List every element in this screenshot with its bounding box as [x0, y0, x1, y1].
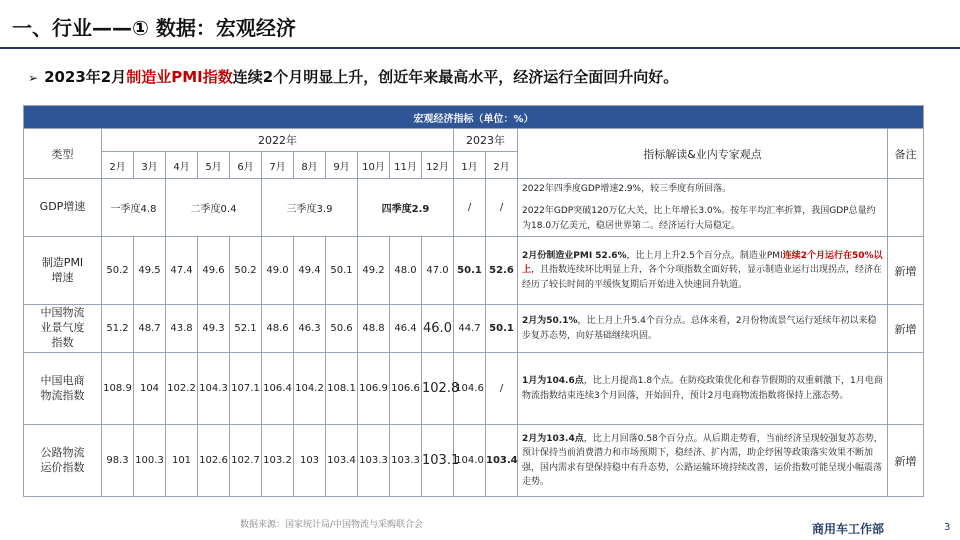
- logistics-value: 48.8: [358, 305, 390, 353]
- row-label-freight: [24, 425, 102, 497]
- pmi-note-lead: 2月份制造业PMI 52.6%: [522, 251, 627, 262]
- ecommerce-value: 104: [134, 353, 166, 425]
- logistics-value: 48.7: [134, 305, 166, 353]
- logistics-note-rest: ，比上月上升5.4个百分点。总体来看，2月份物流景气运行延续年初以来稳步复苏态势，向好基础继续巩固。: [522, 316, 877, 341]
- logistics-value: 50.6: [326, 305, 358, 353]
- month-header: 9月: [326, 152, 358, 179]
- logistics-value: 50.1: [486, 305, 518, 353]
- gdp-remark: [888, 179, 924, 237]
- month-header: 12月: [422, 152, 454, 179]
- ecommerce-value: 106.4: [262, 353, 294, 425]
- logistics-remark: 新增: [888, 305, 924, 353]
- ecommerce-note-rest: ，比上月提高1.8个点。在防疫政策优化和春节假期的双重刺激下，1月电商物流指数结束连续3个月回落，开始回升，预计2月电商物流指数将保持上涨态势。: [522, 376, 883, 401]
- pmi-value: 47.0: [422, 237, 454, 305]
- pmi-value: 50.2: [230, 237, 262, 305]
- headline-suffix: 连续2个月明显上升，创近年来最高水平，经济运行全面回升向好。: [232, 68, 679, 86]
- gdp-q3-cell: 三季度3.9: [262, 179, 358, 237]
- logistics-note-lead: 2月为50.1%: [522, 316, 578, 327]
- data-source-note: 数据来源：国家统计局/中国物流与采购联合会: [240, 520, 424, 530]
- ecommerce-value: 108.9: [102, 353, 134, 425]
- logistics-value: 51.2: [102, 305, 134, 353]
- gdp-feb-cell: /: [486, 179, 518, 237]
- ecommerce-value: 102.2: [166, 353, 198, 425]
- month-header: 2月: [486, 152, 518, 179]
- page-number: 3: [944, 522, 951, 533]
- table-row-pmi: [24, 237, 924, 305]
- department-label: 商用车工作部: [812, 522, 885, 536]
- logistics-commentary: [518, 305, 888, 353]
- gdp-commentary: [518, 179, 888, 237]
- freight-value: 98.3: [102, 425, 134, 497]
- pmi-value: 49.4: [294, 237, 326, 305]
- freight-value: 102.7: [230, 425, 262, 497]
- pmi-note-b: ，且指数连续环比明显上升，各个分项指数全面好转，显示制造业运行出现拐点，经济在经历了较长时间的平缓恢复期后开始进入快速回升轨道。: [522, 265, 883, 290]
- logistics-value: 48.6: [262, 305, 294, 353]
- headline-highlight: 制造业PMI指数: [126, 68, 233, 86]
- month-header: 7月: [262, 152, 294, 179]
- pmi-value: 50.2: [102, 237, 134, 305]
- logistics-value: 44.7: [454, 305, 486, 353]
- row-label-pmi: [24, 237, 102, 305]
- month-header: 6月: [230, 152, 262, 179]
- pmi-value: 49.5: [134, 237, 166, 305]
- logistics-value: 46.4: [390, 305, 422, 353]
- freight-value: 102.6: [198, 425, 230, 497]
- table-row-ecommerce: [24, 353, 924, 425]
- pmi-note-a: ，比上月上升2.5个百分点。制造业PMI: [626, 251, 783, 262]
- logistics-value: 46.0: [422, 305, 454, 353]
- freight-remark: 新增: [888, 425, 924, 497]
- freight-value: 101: [166, 425, 198, 497]
- ecommerce-value: 108.1: [326, 353, 358, 425]
- remark-header: 备注: [888, 129, 924, 179]
- ecommerce-value: 102.8: [422, 353, 454, 425]
- table-row-gdp: [24, 179, 924, 237]
- year-2022-header: 2022年: [102, 129, 454, 152]
- pmi-value: 52.6: [486, 237, 518, 305]
- ecommerce-note-lead: 1月为104.6点: [522, 376, 584, 387]
- logistics-value: 43.8: [166, 305, 198, 353]
- freight-value: 103.1: [422, 425, 454, 497]
- freight-value: 103.3: [390, 425, 422, 497]
- bullet-arrow-icon: ➢: [28, 71, 39, 85]
- gdp-q2-cell: 二季度0.4: [166, 179, 262, 237]
- ecommerce-value: /: [486, 353, 518, 425]
- pmi-value: 50.1: [326, 237, 358, 305]
- freight-value: 103: [294, 425, 326, 497]
- ecommerce-remark: [888, 353, 924, 425]
- gdp-q1-cell: 一季度4.8: [102, 179, 166, 237]
- commentary-header: 指标解读&业内专家观点: [518, 129, 888, 179]
- freight-value: 103.4: [326, 425, 358, 497]
- headline: [28, 66, 678, 87]
- table-row-logistics: [24, 305, 924, 353]
- gdp-q4-cell: 四季度2.9: [358, 179, 454, 237]
- freight-value: 103.2: [262, 425, 294, 497]
- freight-value: 103.3: [358, 425, 390, 497]
- ecommerce-value: 104.2: [294, 353, 326, 425]
- gdp-jan-cell: /: [454, 179, 486, 237]
- row-label-text: 公路物流 运价指数: [40, 445, 85, 474]
- page-title: 一、行业——① 数据：宏观经济: [12, 16, 296, 40]
- pmi-value: 49.0: [262, 237, 294, 305]
- freight-note-lead: 2月为103.4点: [522, 433, 584, 444]
- month-header: 1月: [454, 152, 486, 179]
- pmi-note-highlight: 连续2个月运行在50%以上: [522, 251, 883, 276]
- freight-commentary: [518, 425, 888, 497]
- month-header: 5月: [198, 152, 230, 179]
- month-header: 10月: [358, 152, 390, 179]
- row-label-text: 中国物流 业景气度 指数: [40, 306, 85, 350]
- table-band-title: 宏观经济指标（单位：%）: [24, 106, 924, 129]
- table-row-freight: [24, 425, 924, 497]
- title-underline: [0, 47, 960, 49]
- pmi-value: 47.4: [166, 237, 198, 305]
- pmi-commentary: [518, 237, 888, 305]
- ecommerce-value: 107.1: [230, 353, 262, 425]
- pmi-value: 49.2: [358, 237, 390, 305]
- month-header: 4月: [166, 152, 198, 179]
- ecommerce-commentary: [518, 353, 888, 425]
- pmi-value: 48.0: [390, 237, 422, 305]
- month-header: 11月: [390, 152, 422, 179]
- pmi-value: 50.1: [454, 237, 486, 305]
- headline-prefix: 2023年2月: [44, 68, 127, 86]
- row-label-logistics: [24, 305, 102, 353]
- gdp-note-2: 2022年GDP突破120万亿大关，比上年增长3.0%。按年平均汇率折算，我国GDP总量约为18.0万亿美元，稳居世界第二。经济运行大局稳定。: [522, 206, 876, 231]
- ecommerce-value: 106.9: [358, 353, 390, 425]
- month-header: 3月: [134, 152, 166, 179]
- freight-value: 103.4: [486, 425, 518, 497]
- logistics-value: 52.1: [230, 305, 262, 353]
- freight-value: 100.3: [134, 425, 166, 497]
- row-label-gdp: GDP增速: [24, 179, 102, 237]
- pmi-remark: 新增: [888, 237, 924, 305]
- logistics-value: 46.3: [294, 305, 326, 353]
- freight-note-rest: ，比上月回落0.58个百分点。从后期走势看，当前经济呈现较强复苏态势，预计保持当前消费潜力和市场预期下，稳经济、扩内需，助企纾困等政策落实效果不断加强，国内需求有望保持稳中有升态势，公路运输环境持续改善，运价指数可能呈现小幅震荡走势。: [522, 433, 883, 488]
- pmi-value: 49.6: [198, 237, 230, 305]
- macro-indicator-table: [23, 105, 924, 497]
- ecommerce-value: 104.6: [454, 353, 486, 425]
- type-header: 类型: [24, 129, 102, 179]
- row-label-ecommerce: [24, 353, 102, 425]
- row-label-text: 中国电商 物流指数: [40, 373, 85, 402]
- freight-value: 104.0: [454, 425, 486, 497]
- year-2023-header: 2023年: [454, 129, 518, 152]
- month-header: 8月: [294, 152, 326, 179]
- row-label-text: 制造PMI 增速: [41, 255, 84, 284]
- ecommerce-value: 104.3: [198, 353, 230, 425]
- ecommerce-value: 106.6: [390, 353, 422, 425]
- gdp-note-1: 2022年四季度GDP增速2.9%，较三季度有所回落。: [522, 184, 732, 194]
- month-header: 2月: [102, 152, 134, 179]
- logistics-value: 49.3: [198, 305, 230, 353]
